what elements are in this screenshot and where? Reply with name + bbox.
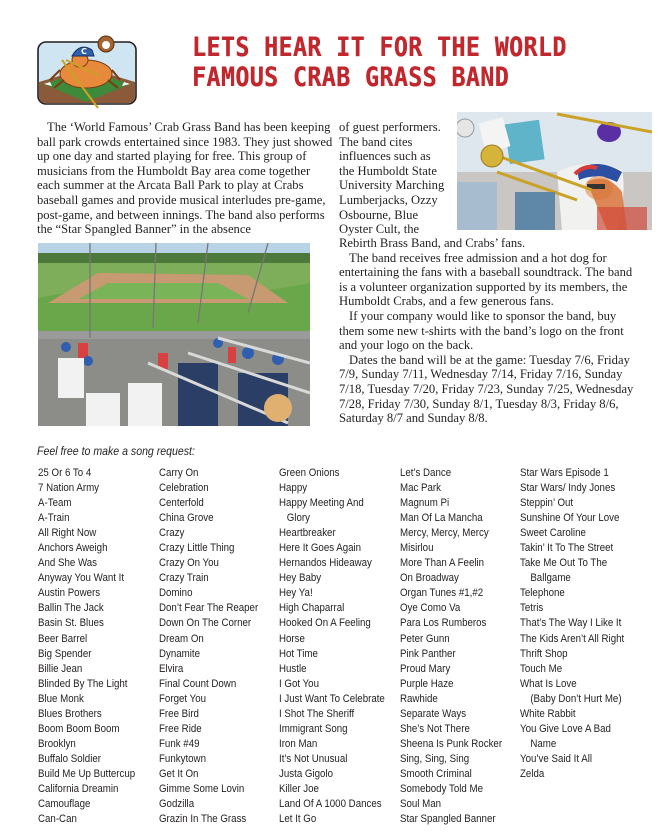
song-item: The Kids Aren’t All Right [520,632,625,645]
song-item: Domino [159,587,193,600]
song-item: Sheena Is Punk Rocker [400,737,503,750]
song-item: Big Spender [38,647,92,660]
song-item: Don’t Fear The Reaper [159,602,259,615]
song-item: What Is Love [520,677,577,690]
crab-mascot-icon [36,30,138,110]
article-intro [37,120,333,237]
song-item: California Dreamin [38,782,119,795]
song-item: Tetris [520,602,544,615]
song-item: A-Team [38,497,72,510]
song-item-continuation: Glory [286,512,310,525]
text-line: Osbourne, Blue [339,207,419,222]
song-item: Gimme Some Lovin [159,782,245,795]
song-item: Steppin’ Out [520,497,574,510]
song-item: Killer Joe [279,782,319,795]
sponsor-paragraph: If your company would like to sponsor the band, buy them some new t-shirts with the band’s logo on the front and your logo on the back. [339,308,624,353]
text-line: of guest performers. [339,120,441,134]
song-item: She’s Not There [400,722,470,735]
song-item: Hernandos Hideaway [279,557,372,570]
song-item: I Just Want To Celebrate [279,692,385,705]
song-item: Basin St. Blues [38,617,104,630]
trumpet-photo-image [457,112,652,230]
title-line-2: FAMOUS CRAB GRASS BAND [192,62,510,93]
page-title [192,33,570,93]
text-line: the Humboldt State [339,163,437,178]
song-item: Here It Goes Again [279,542,362,555]
song-item: Sweet Caroline [520,527,586,540]
song-item: Man Of La Mancha [400,512,483,525]
song-item: Separate Ways [400,707,467,720]
song-item: Final Count Down [159,677,237,690]
song-column-1 [38,466,156,827]
song-item: It’s Not Unusual [279,752,348,765]
song-item: Organ Tunes #1,#2 [400,587,484,600]
song-item: Let It Go [279,813,317,826]
song-item: 7 Nation Army [38,482,100,495]
song-item-continuation: (Baby Don’t Hurt Me) [530,692,622,705]
song-item: Crazy [159,527,185,540]
song-item: Buffalo Soldier [38,752,102,765]
song-item: Somebody Told Me [400,782,483,795]
intro-paragraph: The ‘World Famous’ Crab Grass Band has been keeping ball park crowds entertained since 1983. They just showed up one day and started playing for free. This group of musicians from the Humboldt Bay area come together each summer at the Arcata Ball Park to play at Crabs baseball games and provide musical interludes pre-game, post-game, and between innings. The band also performs the “Star Spangled Banner” in the absence [37,120,333,237]
song-item: Horse [279,632,305,645]
song-item: Immigrant Song [279,722,348,735]
song-item: Billie Jean [38,662,83,675]
song-item: Austin Powers [38,587,101,600]
text-line: University Marching [339,178,445,193]
song-item: Crazy Train [159,572,209,585]
song-item: Grazin In The Grass [159,813,247,826]
song-item: Centerfold [159,497,204,510]
song-item: Hustle [279,662,307,675]
svg-text:C: C [81,47,87,56]
song-item: I Got You [279,677,319,690]
admission-paragraph: The band receives free admission and a hot dog for entertaining the fans with a baseball soundtrack. The band is a volunteer organization supported by its members, the Humboldt Crabs, and a few generous fans. [339,250,633,309]
song-item: Magnum Pi [400,497,450,510]
song-item: Para Los Rumberos [400,617,487,630]
song-item: High Chaparral [279,602,345,615]
song-column-3 [279,466,397,827]
song-item: Oye Como Va [400,602,461,615]
song-item: Ballin The Jack [38,602,104,615]
song-item: Boom Boom Boom [38,722,120,735]
song-item-continuation: Name [530,737,557,750]
song-item: Hey Ya! [279,587,313,600]
text-line: influences such as [339,149,431,164]
song-item: Let’s Dance [400,467,452,479]
song-item: You Give Love A Bad [520,722,611,735]
song-item: Rawhide [400,692,438,705]
song-item: Land Of A 1000 Dances [279,798,382,811]
song-item: Star Spangled Banner [400,813,496,826]
song-item: Funk #49 [159,737,200,750]
song-item: Camouflage [38,798,91,811]
text-line: Lumberjacks, Ozzy [339,192,438,207]
song-item: Get It On [159,767,199,780]
song-item: Happy [279,482,308,495]
song-item: Blue Monk [38,692,84,705]
song-column-4 [400,466,518,827]
song-item: Take Me Out To The [520,557,608,570]
song-item: Funkytown [159,752,206,765]
song-item: 25 Or 6 To 4 [38,467,92,479]
influences-text [339,120,455,237]
song-item: Telephone [520,587,565,600]
song-item: Iron Man [279,737,318,750]
influences-continuation: Rebirth Brass Band, and Crabs’ fans. [339,236,526,250]
song-item: Smooth Criminal [400,767,472,780]
song-item: Free Bird [159,707,199,720]
song-item: Celebration [159,482,209,495]
trumpet-players-photo [457,112,652,230]
song-item: I Shot The Sheriff [279,707,355,720]
song-item: Purple Haze [400,677,454,690]
song-item: Brooklyn [38,737,76,750]
stadium-photo-image [38,243,310,426]
song-item: More Than A Feelin [400,557,485,570]
song-item: All Right Now [38,527,97,540]
crab-mascot-logo [36,30,138,110]
song-item: Blinded By The Light [38,677,128,690]
song-item: Hooked On A Feeling [279,617,371,630]
title-line-1: LETS HEAR IT FOR THE WORLD [192,32,567,63]
song-item: Mercy, Mercy, Mercy [400,527,489,540]
song-item: Star Wars/ Indy Jones [520,482,616,495]
song-item: Dynamite [159,647,201,660]
song-item: Hot Time [279,647,318,660]
song-item: And She Was [38,557,98,570]
song-item: Beer Barrel [38,632,88,645]
song-item: Justa Gigolo [279,767,334,780]
song-column-5 [520,466,660,782]
song-item: Star Wars Episode 1 [520,467,609,479]
song-item: Sunshine Of Your Love [520,512,620,525]
song-item: Happy Meeting And [279,497,364,510]
song-item: Touch Me [520,662,563,675]
stadium-band-photo [38,243,310,426]
song-item: Sing, Sing, Sing [400,752,470,765]
text-line: The band cites [339,134,413,149]
song-item: Elvira [159,662,184,675]
song-item: You’ve Said It All [520,752,593,765]
dates-paragraph: Dates the band will be at the game: Tuesday 7/6, Friday 7/9, Sunday 7/11, Wednesday 7/14, Friday 7/16, Sunday 7/18, Tuesday 7/20, Friday 7/23, Sunday 7/25, Wednesday 7/28, Friday 7/30, Sunday 8/1, Tuesday 8/3, Friday 8/6, Saturday 8/7 and Sunday 8/8. [339,352,634,426]
song-item: Free Ride [159,722,202,735]
song-item: Can-Can [38,813,77,826]
song-item: Forget You [159,692,207,705]
song-item: Pink Panther [400,647,456,660]
song-item: Mac Park [400,482,442,495]
song-item: Crazy On You [159,557,219,570]
song-item: A-Train [38,512,70,525]
article-body-right [339,236,639,426]
song-column-2 [159,466,277,827]
song-item: Soul Man [400,798,442,811]
song-item-continuation: Ballgame [530,572,571,585]
song-item: Anchors Aweigh [38,542,108,555]
text-line: Oyster Cult, the [339,222,420,237]
song-item: Zelda [520,767,545,780]
song-item: On Broadway [400,572,459,585]
song-item: Heartbreaker [279,527,336,540]
song-item: Crazy Little Thing [159,542,235,555]
song-item: Build Me Up Buttercup [38,767,136,780]
song-item: Takin’ It To The Street [520,542,614,555]
song-item: Blues Brothers [38,707,102,720]
song-item: Thrift Shop [520,647,568,660]
song-item: White Rabbit [520,707,576,720]
song-item: Anyway You Want It [38,572,125,585]
song-item: Peter Gunn [400,632,450,645]
song-item: Dream On [159,632,204,645]
song-item: Proud Mary [400,662,451,675]
song-item: China Grove [159,512,214,525]
song-item: Green Onions [279,467,340,479]
song-item: Misirlou [400,542,434,555]
song-item: Down On The Corner [159,617,252,630]
song-item: That’s The Way I Like It [520,617,622,630]
song-item: Godzilla [159,798,195,811]
song-item: Hey Baby [279,572,322,585]
song-item: Carry On [159,467,199,479]
song-request-label: Feel free to make a song request: [37,444,195,458]
